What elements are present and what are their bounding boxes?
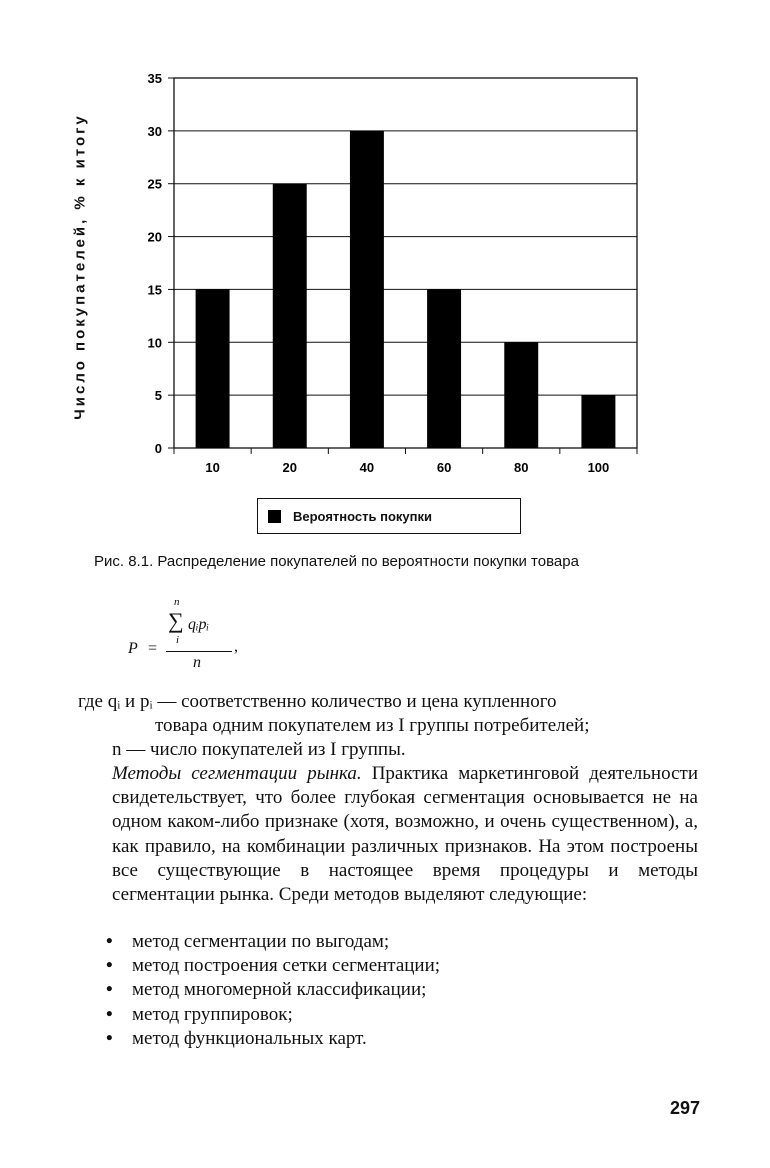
methods-list: [104, 930, 664, 1051]
formula: [128, 596, 288, 676]
list-item: • метод функциональных карт.: [104, 1027, 664, 1051]
list-item: • метод сегментации по выгодам;: [104, 930, 664, 954]
chart-legend: [257, 498, 521, 534]
bar: [350, 131, 384, 448]
formula-sum-symbol: ∑: [168, 608, 184, 633]
body-paragraph: [78, 762, 698, 907]
page-number: 297: [669, 1098, 700, 1118]
bar: [196, 289, 230, 448]
x-tick-label: 80: [514, 460, 529, 475]
y-tick-label: 5: [154, 388, 162, 404]
formula-lhs: P: [128, 640, 138, 657]
list-item: • метод группировок;: [104, 1003, 664, 1027]
bar: [427, 289, 461, 448]
figure-caption: Рис. 8.1. Распределение покупателей по вероятности покупки товара: [94, 553, 579, 570]
list-item: • метод построения сетки сегментации;: [104, 954, 664, 978]
x-tick-label: 60: [436, 460, 452, 475]
definition-line-3: n — число покупателей из I группы.: [112, 739, 406, 761]
legend-label: Вероятность покупки: [293, 508, 432, 524]
list-item: • метод многомерной классификации;: [104, 978, 664, 1002]
definition-line-1: где qᵢ и pᵢ — соответственно количество и цена купленного: [78, 691, 557, 712]
y-axis-label: Число покупателей, % к итогу: [71, 113, 89, 420]
x-tick-label: 40: [359, 460, 375, 475]
plot-frame: [174, 78, 637, 448]
paragraph-lead: Методы сегментации рынка.: [112, 763, 362, 784]
formula-equals: =: [148, 640, 158, 657]
y-tick-label: 20: [147, 229, 162, 245]
y-tick-label: 35: [147, 71, 162, 86]
bar: [504, 342, 538, 448]
bar-chart: [100, 70, 660, 490]
bar: [581, 395, 615, 448]
y-tick-label: 0: [154, 441, 162, 456]
formula-comma: ,: [234, 638, 238, 655]
x-tick-label: 10: [205, 460, 220, 475]
y-tick-label: 15: [147, 282, 162, 298]
formula-numerator: qᵢpᵢ: [188, 616, 210, 633]
formula-fraction-bar: [166, 651, 232, 652]
y-tick-label: 10: [147, 335, 162, 351]
paragraph-body: Практика маркетинговой деятельности свидетельствует, что более глубокая сегментация основывается не на одном каком-либо признаке (хотя, возможно, и очень существенном), а, как правило, на комбинации различных признаков. На этом построены все существующие в настоящее время процедуры и методы сегментации рынка. Среди методов выделяют следующие:: [112, 763, 698, 906]
x-tick-label: 100: [587, 460, 610, 475]
formula-denominator: n: [193, 654, 201, 671]
formula-sum-lower: i: [176, 634, 180, 646]
variable-definitions: [78, 690, 698, 763]
definition-line-2: товара одним покупателем из I группы потребителей;: [155, 715, 590, 737]
formula-sum-upper: n: [174, 596, 180, 608]
legend-swatch: [268, 510, 281, 523]
y-tick-label: 25: [147, 176, 162, 192]
bar: [273, 184, 307, 448]
x-tick-label: 20: [282, 460, 297, 475]
y-tick-label: 30: [147, 123, 162, 139]
